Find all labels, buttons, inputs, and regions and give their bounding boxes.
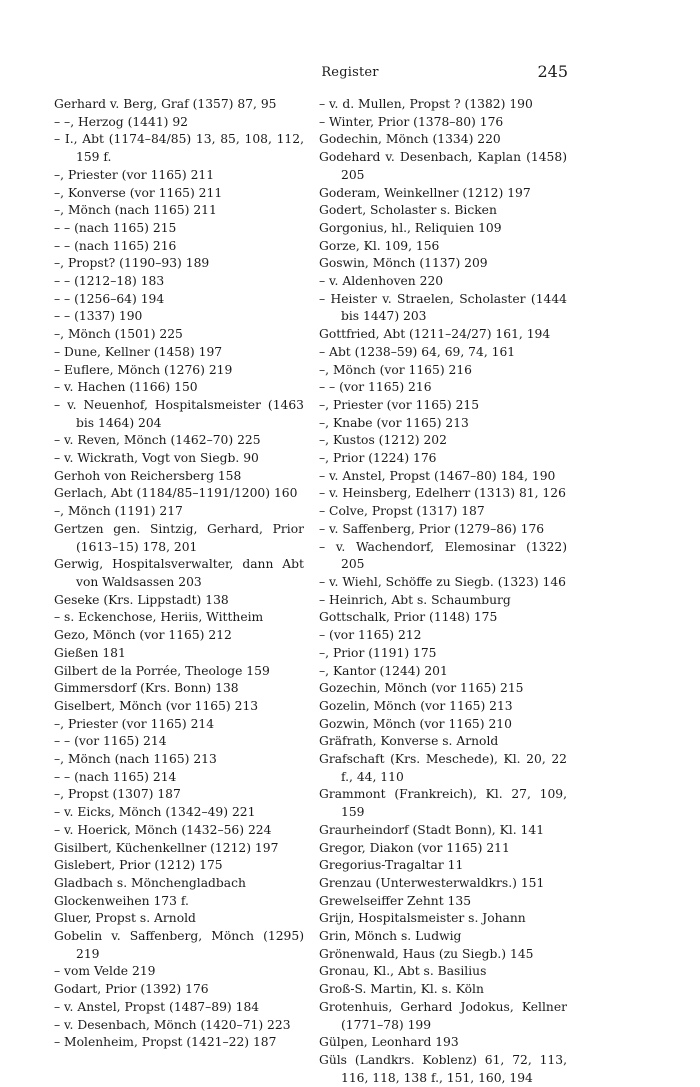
running-head: Register [321, 65, 379, 80]
index-entry: –, Konverse (vor 1165) 211 [54, 185, 223, 200]
index-entry: –, Priester (vor 1165) 211 [54, 167, 215, 182]
index-entry: – vom Velde 219 [54, 964, 156, 979]
index-entry: –, Prior (1191) 175 [319, 645, 437, 660]
index-entry: –, Propst (1307) 187 [54, 787, 181, 802]
index-entry: – Heinrich, Abt s. Schaumburg [319, 592, 511, 607]
index-entry: – – (nach 1165) 215 [54, 220, 177, 235]
index-entry: Godehard v. Desenbach, Kaplan (1458) 205 [319, 150, 567, 182]
index-entry: – v. Heinsberg, Edelherr (1313) 81, 126 [319, 486, 566, 501]
index-entry: – – (vor 1165) 216 [319, 380, 432, 395]
index-entry: Godart, Prior (1392) 176 [54, 982, 209, 997]
index-entry: Gronau, Kl., Abt s. Basilius [319, 964, 487, 979]
index-entry: –, Kantor (1244) 201 [319, 663, 448, 678]
page-number: 245 [537, 62, 568, 81]
index-entry: – Abt (1238–59) 64, 69, 74, 161 [319, 344, 516, 359]
index-entry: – – (1212–18) 183 [54, 274, 165, 289]
index-entry: – v. Hoerick, Mönch (1432–56) 224 [54, 822, 272, 837]
index-entry: Gladbach s. Mönchengladbach [54, 875, 246, 890]
index-entry: – v. Wiehl, Schöffe zu Siegb. (1323) 146 [319, 574, 566, 589]
index-entry: Grafschaft (Krs. Meschede), Kl. 20, 22 f., 44, 110 [319, 752, 567, 784]
index-entry: Gerhoh von Reichersberg 158 [54, 468, 242, 483]
index-entry: Gozechin, Mönch (vor 1165) 215 [319, 681, 524, 696]
index-entry: Gozwin, Mönch (vor 1165) 210 [319, 716, 512, 731]
index-entry: Groß-S. Martin, Kl. s. Köln [319, 982, 484, 997]
index-entry: Gertzen gen. Sintzig, Gerhard, Prior (1613–15) 178, 201 [54, 521, 304, 554]
index-entry: Glockenweihen 173 f. [54, 893, 189, 908]
index-entry: – Euflere, Mönch (1276) 219 [54, 362, 233, 377]
index-entry: – v. Hachen (1166) 150 [54, 380, 198, 395]
index-entry: – (vor 1165) 212 [319, 628, 422, 643]
index-entry: – v. Neuenhof, Hospitalsmeister (1463 bis 1464) 204 [54, 397, 304, 430]
index-entry: Gerlach, Abt (1184/85–1191/1200) 160 [54, 486, 298, 501]
index-entry: Grönenwald, Haus (zu Siegb.) 145 [319, 946, 534, 961]
index-entry: Gräfrath, Konverse s. Arnold [319, 734, 499, 749]
index-entry: – v. Aldenhoven 220 [319, 274, 444, 289]
index-entry: –, Priester (vor 1165) 214 [54, 716, 215, 731]
index-entry: – v. d. Mullen, Propst ? (1382) 190 [319, 97, 533, 111]
index-entry: Godechin, Mönch (1334) 220 [319, 132, 501, 147]
index-entry: Gerwig, Hospitalsverwalter, dann Abt von Waldsassen 203 [54, 557, 304, 589]
index-column-right [319, 96, 567, 1087]
index-entry: Giselbert, Mönch (vor 1165) 213 [54, 698, 259, 713]
index-entry: Gobelin v. Saffenberg, Mönch (1295) 219 [54, 929, 304, 961]
index-entry: – v. Desenbach, Mönch (1420–71) 223 [54, 1017, 291, 1032]
index-entry: Gorze, Kl. 109, 156 [319, 238, 440, 253]
index-entry: – Colve, Propst (1317) 187 [319, 504, 485, 519]
index-entry: – v. Wachendorf, Elemosinar (1322) 205 [319, 539, 567, 572]
index-entry: Gülpen, Leonhard 193 [319, 1035, 459, 1050]
index-entry: Gislebert, Prior (1212) 175 [54, 858, 223, 873]
index-entry: – – (vor 1165) 214 [54, 734, 167, 749]
index-entry: –, Kustos (1212) 202 [319, 433, 447, 448]
index-entry: Gisilbert, Küchenkellner (1212) 197 [54, 840, 279, 855]
index-entry: Gregor, Diakon (vor 1165) 211 [319, 840, 510, 855]
index-entry: – – (nach 1165) 214 [54, 769, 177, 784]
index-entry: –, Mönch (nach 1165) 211 [54, 203, 217, 218]
index-entry: –, Knabe (vor 1165) 213 [319, 415, 469, 430]
index-entry: Godert, Scholaster s. Bicken [319, 203, 497, 218]
index-entry: Gezo, Mönch (vor 1165) 212 [54, 628, 232, 643]
index-entry: – – (nach 1165) 216 [54, 238, 177, 253]
index-entry: Gießen 181 [54, 645, 126, 660]
index-entry: Grin, Mönch s. Ludwig [319, 929, 462, 944]
index-entry: – v. Anstel, Propst (1467–80) 184, 190 [319, 468, 556, 483]
index-entry: Goswin, Mönch (1137) 209 [319, 256, 488, 271]
index-entry: – I., Abt (1174–84/85) 13, 85, 108, 112, 159 f. [54, 132, 304, 165]
index-entry: Grijn, Hospitalsmeister s. Johann [319, 911, 526, 926]
index-entry: Gorgonius, hl., Reliquien 109 [319, 220, 502, 235]
index-entry: Gottfried, Abt (1211–24/27) 161, 194 [319, 327, 551, 342]
index-entry: – –, Herzog (1441) 92 [54, 114, 189, 129]
index-entry: Grotenhuis, Gerhard Jodokus, Kellner (1771–78) 199 [319, 999, 567, 1032]
index-entry: Gerhard v. Berg, Graf (1357) 87, 95 [54, 97, 277, 111]
index-entry: –, Prior (1224) 176 [319, 451, 437, 466]
index-entry: – v. Saffenberg, Prior (1279–86) 176 [319, 521, 545, 536]
index-entry: – v. Eicks, Mönch (1342–49) 221 [54, 805, 256, 820]
index-entry: –, Mönch (nach 1165) 213 [54, 752, 217, 767]
index-entry: Gilbert de la Porrée, Theologe 159 [54, 663, 270, 678]
index-entry: –, Priester (vor 1165) 215 [319, 397, 480, 412]
index-entry: – v. Reven, Mönch (1462–70) 225 [54, 433, 261, 448]
index-entry: Gottschalk, Prior (1148) 175 [319, 610, 498, 625]
index-entry: Graurheindorf (Stadt Bonn), Kl. 141 [319, 822, 545, 837]
index-entry: Grammont (Frankreich), Kl. 27, 109, 159 [319, 787, 567, 820]
index-entry: Gluer, Propst s. Arnold [54, 911, 196, 926]
index-entry: Gozelin, Mönch (vor 1165) 213 [319, 698, 513, 713]
index-column-left [54, 96, 304, 1052]
index-entry: – Dune, Kellner (1458) 197 [54, 344, 223, 359]
index-entry: –, Propst? (1190–93) 189 [54, 256, 210, 271]
index-entry: – Winter, Prior (1378–80) 176 [319, 114, 504, 129]
index-entry: –, Mönch (1191) 217 [54, 504, 183, 519]
index-entry: –, Mönch (vor 1165) 216 [319, 362, 473, 377]
index-entry: Güls (Landkrs. Koblenz) 61, 72, 113, 116, 118, 138 f., 151, 160, 194 [319, 1052, 567, 1085]
index-entry: – v. Wickrath, Vogt von Siegb. 90 [54, 451, 259, 466]
index-entry: Grenzau (Unterwesterwaldkrs.) 151 [319, 875, 545, 890]
index-entry: – s. Eckenchose, Heriis, Wittheim [54, 610, 264, 625]
index-entry: – v. Anstel, Propst (1487–89) 184 [54, 999, 260, 1014]
index-entry: Gregorius-Tragaltar 11 [319, 858, 464, 873]
index-entry: Grewelseiffer Zehnt 135 [319, 893, 472, 908]
index-entry: – Molenheim, Propst (1421–22) 187 [54, 1035, 277, 1050]
index-entry: – – (1337) 190 [54, 309, 143, 324]
index-entry: –, Mönch (1501) 225 [54, 327, 183, 342]
index-entry: – Heister v. Straelen, Scholaster (1444 bis 1447) 203 [319, 291, 567, 324]
index-entry: Geseke (Krs. Lippstadt) 138 [54, 592, 229, 607]
index-entry: Gimmersdorf (Krs. Bonn) 138 [54, 681, 239, 696]
index-entry: Goderam, Weinkellner (1212) 197 [319, 185, 531, 200]
index-entry: – – (1256–64) 194 [54, 291, 165, 306]
